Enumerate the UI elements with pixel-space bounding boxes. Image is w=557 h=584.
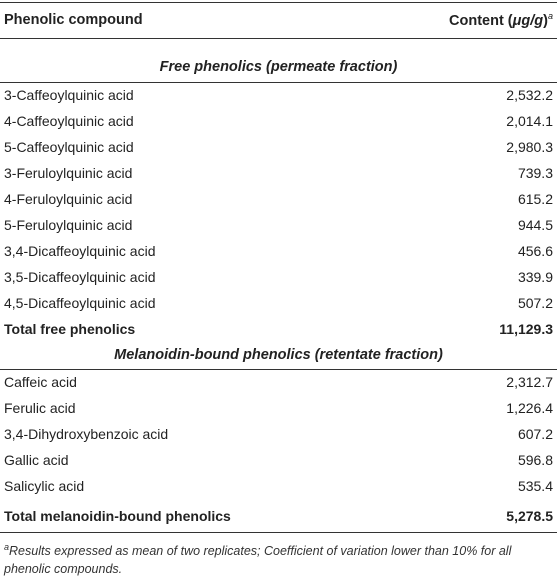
compound-value: 944.5 — [517, 217, 553, 233]
compound-name: 3-Feruloylquinic acid — [4, 165, 133, 181]
compound-name: 3,4-Dicaffeoylquinic acid — [4, 243, 156, 259]
total-row-bound — [0, 503, 557, 529]
compound-value: 596.8 — [517, 452, 553, 468]
compound-value: 456.6 — [517, 243, 553, 259]
table-row — [0, 473, 557, 499]
table-row — [0, 290, 557, 316]
table-row — [0, 238, 557, 264]
table-row — [0, 369, 557, 395]
compound-value: 507.2 — [517, 295, 553, 311]
table-row — [0, 264, 557, 290]
content-header-footnote-mark: a — [547, 11, 553, 22]
compound-name: 4-Caffeoylquinic acid — [4, 113, 134, 129]
compound-name: 4,5-Dicaffeoylquinic acid — [4, 295, 156, 311]
footnote-text: Results expressed as mean of two replicates; Coefficient of variation lower than 10% for all phenolic compounds. — [4, 544, 512, 577]
table-row — [0, 212, 557, 238]
table-row — [0, 108, 557, 134]
top-rule — [0, 2, 557, 3]
compound-value: 2,312.7 — [506, 374, 553, 390]
compound-name: 3,4-Dihydroxybenzoic acid — [4, 426, 169, 442]
compound-value: 339.9 — [517, 269, 553, 285]
total-value: 11,129.3 — [499, 321, 553, 337]
compound-name: 5-Caffeoylquinic acid — [4, 139, 134, 155]
table-row — [0, 186, 557, 212]
compound-value: 1,226.4 — [506, 400, 553, 416]
compound-name: Ferulic acid — [4, 400, 76, 416]
total-label: Total melanoidin-bound phenolics — [4, 508, 231, 524]
bottom-rule — [0, 532, 557, 533]
compound-value: 2,014.1 — [506, 113, 553, 129]
table-row — [0, 160, 557, 186]
column-header-content — [449, 11, 553, 29]
table-row — [0, 395, 557, 421]
compound-name: 5-Feruloylquinic acid — [4, 217, 133, 233]
total-label: Total free phenolics — [4, 321, 136, 337]
total-value: 5,278.5 — [506, 508, 553, 524]
content-header-prefix: Content ( — [449, 12, 513, 29]
compound-value: 739.3 — [517, 165, 553, 181]
compound-name: Caffeic acid — [4, 374, 77, 390]
compound-name: 3,5-Dicaffeoylquinic acid — [4, 269, 156, 285]
section-title-bound: Melanoidin-bound phenolics (retentate fraction) — [114, 347, 443, 363]
compound-value: 607.2 — [517, 426, 553, 442]
footnote-mark: a — [4, 542, 10, 552]
column-header-compound: Phenolic compound — [4, 12, 143, 28]
content-header-unit: μg/g — [512, 12, 544, 29]
content-header-suffix: ) — [543, 12, 548, 29]
compound-value: 2,532.2 — [506, 87, 553, 103]
compound-name: 3-Caffeoylquinic acid — [4, 87, 134, 103]
compound-value: 535.4 — [517, 478, 553, 494]
table-row — [0, 421, 557, 447]
section-title-free: Free phenolics (permeate fraction) — [159, 59, 398, 75]
header-rule — [0, 38, 557, 39]
compound-name: Gallic acid — [4, 452, 69, 468]
table-row — [0, 447, 557, 473]
table-row — [0, 134, 557, 160]
table-row — [0, 82, 557, 108]
compound-value: 2,980.3 — [506, 139, 553, 155]
table-footnote — [4, 538, 552, 578]
table-header-row — [0, 7, 557, 33]
compound-name: 4-Feruloylquinic acid — [4, 191, 133, 207]
total-row-free — [0, 316, 557, 342]
compound-name: Salicylic acid — [4, 478, 85, 494]
compound-value: 615.2 — [517, 191, 553, 207]
